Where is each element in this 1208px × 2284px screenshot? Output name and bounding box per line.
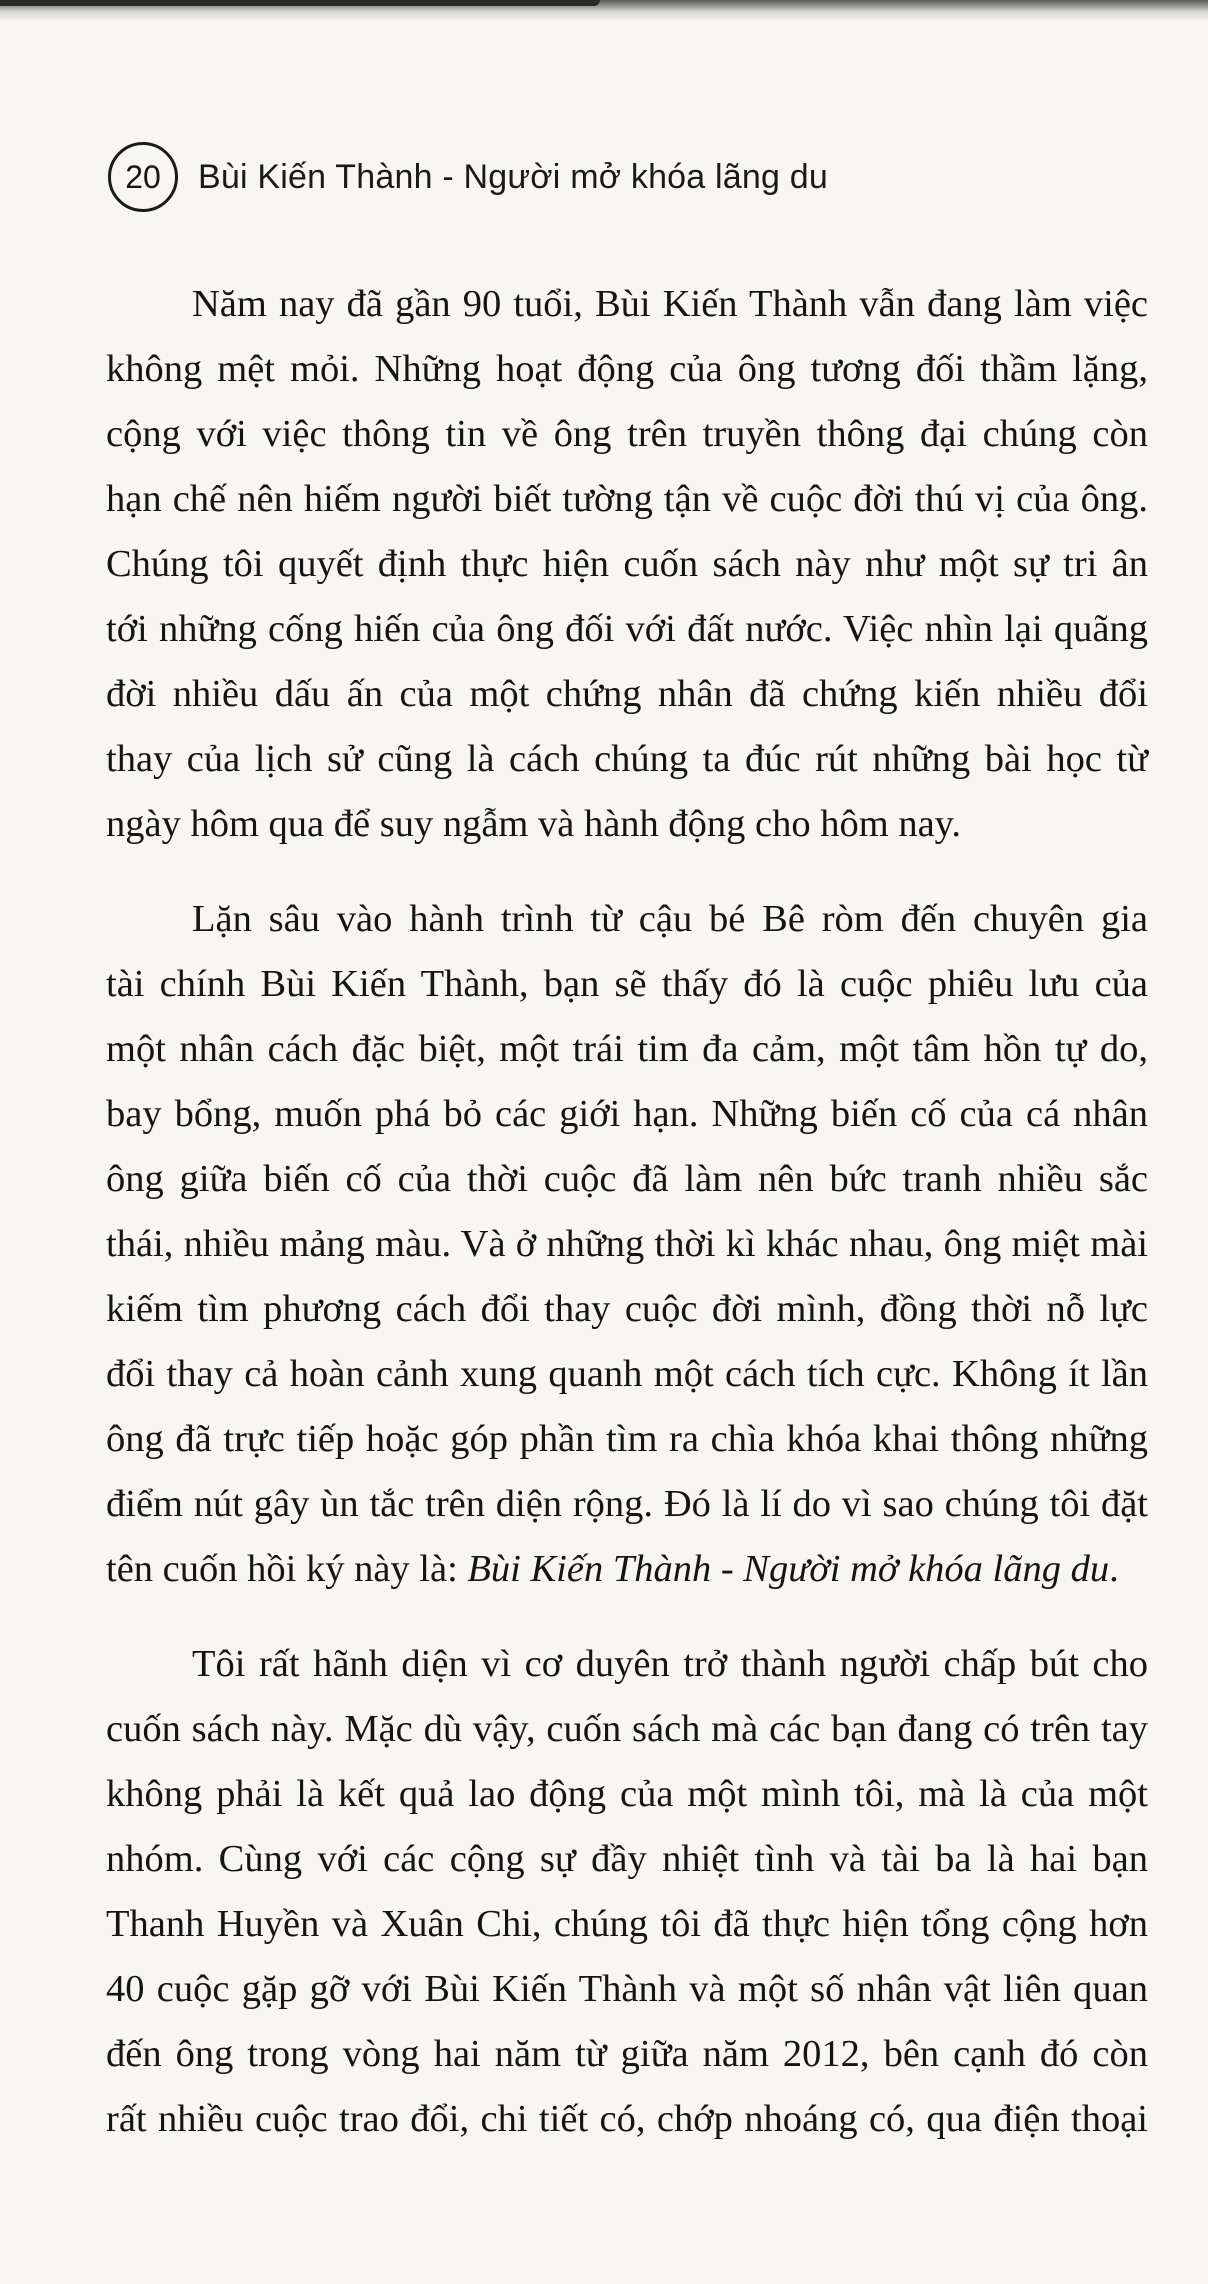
paragraph-1: [106, 272, 1148, 857]
text-line: đổi thay cả hoàn cảnh xung quanh một cách tích cực. Không ít lần: [106, 1353, 1148, 1395]
text-line: bay bổng, muốn phá bỏ các giới hạn. Những biến cố của cá nhân: [106, 1093, 1148, 1135]
page-number: 20: [125, 158, 161, 195]
page-number-circle: [108, 142, 178, 212]
text-line: ngày hôm qua để suy ngẫm và hành động cho hôm nay.: [106, 803, 962, 845]
text-line: Lặn sâu vào hành trình từ cậu bé Bê ròm đến chuyên gia: [192, 898, 1148, 940]
text-line: một nhân cách đặc biệt, một trái tim đa cảm, một tâm hồn tự do,: [106, 1028, 1148, 1070]
text-line: thái, nhiều mảng màu. Và ở những thời kì khác nhau, ông miệt mài: [106, 1223, 1148, 1265]
text-line: kiếm tìm phương cách đổi thay cuộc đời mình, đồng thời nỗ lực: [106, 1288, 1148, 1330]
text-line: cuốn sách này. Mặc dù vậy, cuốn sách mà các bạn đang có trên tay: [106, 1708, 1148, 1750]
text-line: không mệt mỏi. Những hoạt động của ông tương đối thầm lặng,: [106, 348, 1148, 390]
text-line: ông đã trực tiếp hoặc góp phần tìm ra chìa khóa khai thông những: [106, 1418, 1148, 1460]
text-line: Năm nay đã gần 90 tuổi, Bùi Kiến Thành vẫn đang làm việc: [192, 283, 1148, 325]
text-line: không phải là kết quả lao động của một mình tôi, mà là của một: [106, 1773, 1148, 1815]
text-line: đến ông trong vòng hai năm từ giữa năm 2012, bên cạnh đó còn: [106, 2033, 1148, 2075]
running-head: [108, 142, 828, 212]
text-line: cộng với việc thông tin về ông trên truyền thông đại chúng còn: [106, 413, 1148, 455]
text-line: ông giữa biến cố của thời cuộc đã làm nên bức tranh nhiều sắc: [106, 1158, 1148, 1200]
paragraph-3: [106, 1632, 1148, 2152]
running-head-title: Bùi Kiến Thành - Người mở khóa lãng du: [198, 157, 828, 196]
text-line: nhóm. Cùng với các cộng sự đầy nhiệt tình và tài ba là hai bạn: [106, 1838, 1148, 1880]
book-title-italic: Bùi Kiến Thành - Người mở khóa lãng du: [467, 1548, 1110, 1590]
text-line: Tôi rất hãnh diện vì cơ duyên trở thành người chấp bút cho: [192, 1643, 1148, 1685]
text-line: Chúng tôi quyết định thực hiện cuốn sách này như một sự tri ân: [106, 543, 1148, 585]
paragraph-2: [106, 887, 1148, 1602]
text-line: tới những cống hiến của ông đối với đất nước. Việc nhìn lại quãng: [106, 608, 1148, 650]
text-line: rất nhiều cuộc trao đổi, chi tiết có, chớp nhoáng có, qua điện thoại: [106, 2098, 1148, 2140]
body-text: [106, 272, 1148, 2182]
text-line: thay của lịch sử cũng là cách chúng ta đúc rút những bài học từ: [106, 738, 1148, 780]
text-line-suffix: .: [1109, 1548, 1119, 1590]
text-line-prefix: tên cuốn hồi ký này là:: [106, 1548, 468, 1590]
text-line: hạn chế nên hiếm người biết tường tận về cuộc đời thú vị của ông.: [106, 478, 1148, 520]
text-line: 40 cuộc gặp gỡ với Bùi Kiến Thành và một số nhân vật liên quan: [106, 1968, 1148, 2010]
text-line: đời nhiều dấu ấn của một chứng nhân đã chứng kiến nhiều đổi: [106, 673, 1148, 715]
text-line: Thanh Huyền và Xuân Chi, chúng tôi đã thực hiện tổng cộng hơn: [106, 1903, 1148, 1945]
text-line: điểm nút gây ùn tắc trên diện rộng. Đó là lí do vì sao chúng tôi đặt: [106, 1483, 1148, 1525]
text-line: tài chính Bùi Kiến Thành, bạn sẽ thấy đó là cuộc phiêu lưu của: [106, 963, 1148, 1005]
text-line: [106, 1537, 1148, 1602]
